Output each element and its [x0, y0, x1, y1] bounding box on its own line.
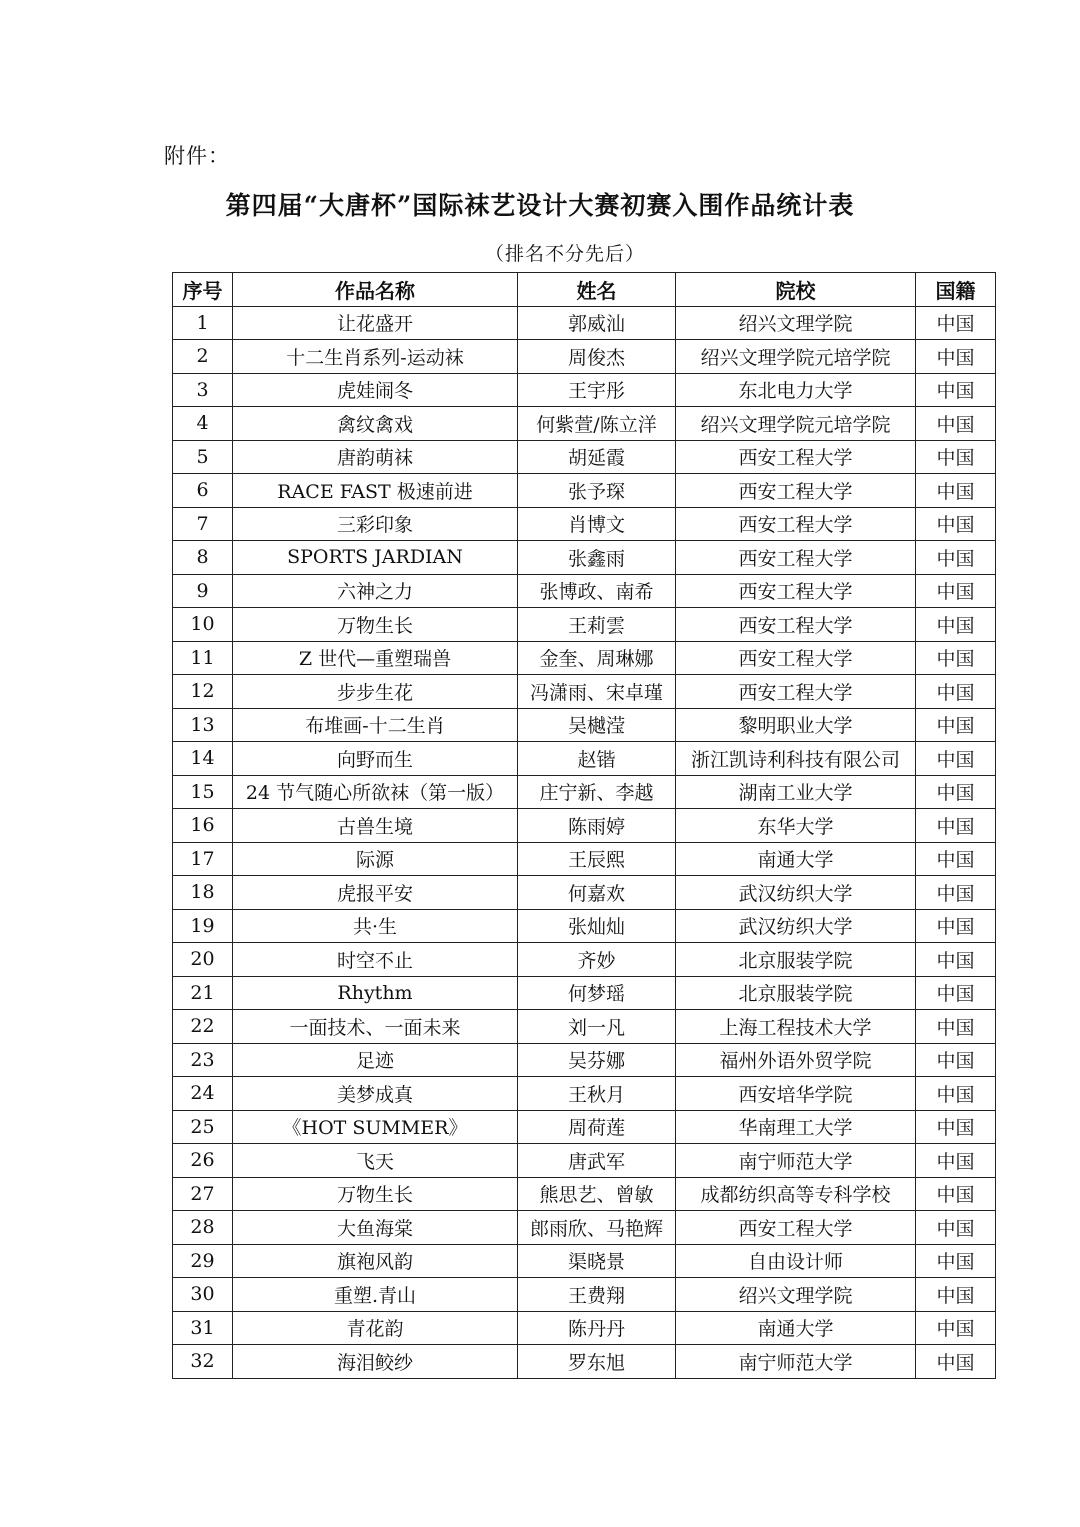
cell-school: 湖南工业大学 [676, 775, 916, 809]
cell-no: 24 [173, 1077, 233, 1111]
cell-school: 西安工程大学 [676, 675, 916, 709]
finalist-table [172, 272, 996, 1379]
cell-nationality: 中国 [916, 775, 996, 809]
table-row [173, 1345, 996, 1379]
cell-no: 12 [173, 675, 233, 709]
cell-nationality: 中国 [916, 1043, 996, 1077]
cell-school: 南宁师范大学 [676, 1345, 916, 1379]
cell-author-name: 吴芬娜 [518, 1043, 676, 1077]
cell-work-title: Rhythm [233, 976, 518, 1010]
table-row [173, 842, 996, 876]
cell-school: 上海工程技术大学 [676, 1010, 916, 1044]
cell-school: 西安工程大学 [676, 641, 916, 675]
cell-work-title: 足迹 [233, 1043, 518, 1077]
table-row [173, 1077, 996, 1111]
table-row [173, 1278, 996, 1312]
cell-work-title: 重塑.青山 [233, 1278, 518, 1312]
cell-no: 29 [173, 1244, 233, 1278]
cell-author-name: 渠晓景 [518, 1244, 676, 1278]
table-header-row [173, 273, 996, 307]
cell-work-title: 十二生肖系列-运动袜 [233, 340, 518, 374]
table-row [173, 340, 996, 374]
cell-school: 福州外语外贸学院 [676, 1043, 916, 1077]
table-row [173, 943, 996, 977]
cell-author-name: 王辰熙 [518, 842, 676, 876]
cell-nationality: 中国 [916, 306, 996, 340]
cell-author-name: 何紫萱/陈立洋 [518, 407, 676, 441]
cell-no: 19 [173, 909, 233, 943]
cell-no: 14 [173, 742, 233, 776]
cell-nationality: 中国 [916, 407, 996, 441]
cell-author-name: 冯潇雨、宋卓瑾 [518, 675, 676, 709]
cell-nationality: 中国 [916, 1177, 996, 1211]
table-row [173, 1144, 996, 1178]
cell-work-title: 六神之力 [233, 574, 518, 608]
cell-no: 21 [173, 976, 233, 1010]
cell-no: 9 [173, 574, 233, 608]
table-body [173, 306, 996, 1378]
cell-nationality: 中国 [916, 507, 996, 541]
cell-author-name: 王费翔 [518, 1278, 676, 1312]
cell-work-title: 24 节气随心所欲袜（第一版） [233, 775, 518, 809]
table-row [173, 440, 996, 474]
header-work: 作品名称 [233, 273, 518, 307]
cell-author-name: 张灿灿 [518, 909, 676, 943]
header-name: 姓名 [518, 273, 676, 307]
cell-school: 西安工程大学 [676, 574, 916, 608]
table-row [173, 742, 996, 776]
cell-author-name: 周荷莲 [518, 1110, 676, 1144]
cell-no: 20 [173, 943, 233, 977]
cell-work-title: 向野而生 [233, 742, 518, 776]
cell-school: 南通大学 [676, 1311, 916, 1345]
cell-school: 西安工程大学 [676, 507, 916, 541]
cell-author-name: 刘一凡 [518, 1010, 676, 1044]
cell-school: 绍兴文理学院 [676, 1278, 916, 1312]
table-row [173, 373, 996, 407]
cell-work-title: 让花盛开 [233, 306, 518, 340]
cell-nationality: 中国 [916, 1010, 996, 1044]
cell-no: 11 [173, 641, 233, 675]
cell-author-name: 王莉雲 [518, 608, 676, 642]
cell-author-name: 金奎、周琳娜 [518, 641, 676, 675]
table-row [173, 1211, 996, 1245]
cell-no: 7 [173, 507, 233, 541]
table-row [173, 1010, 996, 1044]
cell-no: 31 [173, 1311, 233, 1345]
cell-no: 25 [173, 1110, 233, 1144]
cell-work-title: SPORTS JARDIAN [233, 541, 518, 575]
cell-author-name: 王宇彤 [518, 373, 676, 407]
table-row [173, 474, 996, 508]
cell-work-title: 飞天 [233, 1144, 518, 1178]
table-row [173, 641, 996, 675]
cell-work-title: 禽纹禽戏 [233, 407, 518, 441]
cell-nationality: 中国 [916, 1077, 996, 1111]
cell-no: 17 [173, 842, 233, 876]
table-row [173, 407, 996, 441]
table-row [173, 708, 996, 742]
cell-school: 西安工程大学 [676, 541, 916, 575]
cell-work-title: 旗袍风韵 [233, 1244, 518, 1278]
cell-work-title: 布堆画-十二生肖 [233, 708, 518, 742]
cell-nationality: 中国 [916, 1211, 996, 1245]
cell-school: 西安工程大学 [676, 474, 916, 508]
table-row [173, 541, 996, 575]
table-row [173, 1244, 996, 1278]
cell-nationality: 中国 [916, 1244, 996, 1278]
cell-nationality: 中国 [916, 541, 996, 575]
table-row [173, 809, 996, 843]
cell-no: 26 [173, 1144, 233, 1178]
cell-nationality: 中国 [916, 340, 996, 374]
cell-nationality: 中国 [916, 1278, 996, 1312]
cell-author-name: 何梦瑶 [518, 976, 676, 1010]
cell-work-title: 青花韵 [233, 1311, 518, 1345]
table-row [173, 976, 996, 1010]
cell-nationality: 中国 [916, 574, 996, 608]
header-school: 院校 [676, 273, 916, 307]
cell-work-title: 大鱼海棠 [233, 1211, 518, 1245]
cell-nationality: 中国 [916, 742, 996, 776]
cell-author-name: 张博政、南希 [518, 574, 676, 608]
cell-no: 23 [173, 1043, 233, 1077]
cell-author-name: 庄宁新、李越 [518, 775, 676, 809]
cell-no: 28 [173, 1211, 233, 1245]
cell-nationality: 中国 [916, 876, 996, 910]
cell-author-name: 唐武军 [518, 1144, 676, 1178]
cell-school: 北京服装学院 [676, 943, 916, 977]
cell-nationality: 中国 [916, 1144, 996, 1178]
cell-nationality: 中国 [916, 842, 996, 876]
table-row [173, 1311, 996, 1345]
cell-no: 10 [173, 608, 233, 642]
cell-author-name: 胡延霞 [518, 440, 676, 474]
cell-work-title: 万物生长 [233, 1177, 518, 1211]
cell-work-title: 美梦成真 [233, 1077, 518, 1111]
cell-work-title: 步步生花 [233, 675, 518, 709]
cell-author-name: 肖博文 [518, 507, 676, 541]
table-row [173, 574, 996, 608]
cell-school: 绍兴文理学院 [676, 306, 916, 340]
document-title: 第四届“大唐杯”国际袜艺设计大赛初赛入围作品统计表 [225, 191, 855, 220]
cell-school: 自由设计师 [676, 1244, 916, 1278]
cell-nationality: 中国 [916, 608, 996, 642]
cell-nationality: 中国 [916, 641, 996, 675]
cell-work-title: 古兽生境 [233, 809, 518, 843]
cell-school: 西安工程大学 [676, 608, 916, 642]
cell-no: 22 [173, 1010, 233, 1044]
cell-author-name: 张鑫雨 [518, 541, 676, 575]
cell-school: 南宁师范大学 [676, 1144, 916, 1178]
cell-author-name: 赵锴 [518, 742, 676, 776]
cell-work-title: 时空不止 [233, 943, 518, 977]
cell-no: 8 [173, 541, 233, 575]
cell-author-name: 陈丹丹 [518, 1311, 676, 1345]
table-row [173, 1110, 996, 1144]
table-row [173, 876, 996, 910]
cell-no: 3 [173, 373, 233, 407]
cell-school: 绍兴文理学院元培学院 [676, 407, 916, 441]
cell-no: 4 [173, 407, 233, 441]
cell-no: 5 [173, 440, 233, 474]
cell-author-name: 陈雨婷 [518, 809, 676, 843]
cell-no: 30 [173, 1278, 233, 1312]
cell-work-title: 虎娃闹冬 [233, 373, 518, 407]
cell-nationality: 中国 [916, 909, 996, 943]
cell-author-name: 周俊杰 [518, 340, 676, 374]
cell-school: 绍兴文理学院元培学院 [676, 340, 916, 374]
cell-nationality: 中国 [916, 708, 996, 742]
cell-school: 武汉纺织大学 [676, 876, 916, 910]
cell-work-title: 唐韵萌袜 [233, 440, 518, 474]
cell-no: 16 [173, 809, 233, 843]
cell-no: 2 [173, 340, 233, 374]
cell-school: 东华大学 [676, 809, 916, 843]
document-subtitle: （排名不分先后） [484, 243, 645, 265]
table-row [173, 608, 996, 642]
cell-nationality: 中国 [916, 809, 996, 843]
cell-nationality: 中国 [916, 1345, 996, 1379]
cell-nationality: 中国 [916, 440, 996, 474]
cell-school: 西安培华学院 [676, 1077, 916, 1111]
cell-no: 15 [173, 775, 233, 809]
cell-nationality: 中国 [916, 675, 996, 709]
header-no: 序号 [173, 273, 233, 307]
attachment-label: 附件： [164, 144, 230, 168]
table-row [173, 1043, 996, 1077]
cell-nationality: 中国 [916, 943, 996, 977]
cell-author-name: 吴樾滢 [518, 708, 676, 742]
cell-work-title: Z 世代—重塑瑞兽 [233, 641, 518, 675]
cell-school: 黎明职业大学 [676, 708, 916, 742]
cell-school: 东北电力大学 [676, 373, 916, 407]
cell-work-title: 三彩印象 [233, 507, 518, 541]
cell-no: 18 [173, 876, 233, 910]
cell-school: 西安工程大学 [676, 440, 916, 474]
cell-school: 浙江凯诗利科技有限公司 [676, 742, 916, 776]
header-nation: 国籍 [916, 273, 996, 307]
cell-school: 西安工程大学 [676, 1211, 916, 1245]
cell-nationality: 中国 [916, 474, 996, 508]
cell-author-name: 熊思艺、曾敏 [518, 1177, 676, 1211]
cell-work-title: 际源 [233, 842, 518, 876]
cell-no: 13 [173, 708, 233, 742]
cell-work-title: 《HOT SUMMER》 [233, 1110, 518, 1144]
cell-school: 华南理工大学 [676, 1110, 916, 1144]
cell-work-title: RACE FAST 极速前进 [233, 474, 518, 508]
cell-nationality: 中国 [916, 1110, 996, 1144]
cell-work-title: 共·生 [233, 909, 518, 943]
table-row [173, 1177, 996, 1211]
table-row [173, 775, 996, 809]
cell-author-name: 郭威汕 [518, 306, 676, 340]
cell-no: 27 [173, 1177, 233, 1211]
cell-author-name: 罗东旭 [518, 1345, 676, 1379]
table-row [173, 909, 996, 943]
cell-author-name: 何嘉欢 [518, 876, 676, 910]
cell-author-name: 齐妙 [518, 943, 676, 977]
cell-school: 南通大学 [676, 842, 916, 876]
table-row [173, 507, 996, 541]
cell-school: 武汉纺织大学 [676, 909, 916, 943]
table-row [173, 306, 996, 340]
cell-nationality: 中国 [916, 1311, 996, 1345]
cell-author-name: 张予琛 [518, 474, 676, 508]
cell-no: 1 [173, 306, 233, 340]
cell-school: 成都纺织高等专科学校 [676, 1177, 916, 1211]
cell-work-title: 虎报平安 [233, 876, 518, 910]
cell-work-title: 一面技术、一面未来 [233, 1010, 518, 1044]
cell-nationality: 中国 [916, 976, 996, 1010]
cell-nationality: 中国 [916, 373, 996, 407]
cell-no: 32 [173, 1345, 233, 1379]
cell-work-title: 万物生长 [233, 608, 518, 642]
cell-no: 6 [173, 474, 233, 508]
cell-author-name: 郎雨欣、马艳辉 [518, 1211, 676, 1245]
cell-school: 北京服装学院 [676, 976, 916, 1010]
cell-author-name: 王秋月 [518, 1077, 676, 1111]
table-row [173, 675, 996, 709]
cell-work-title: 海泪鲛纱 [233, 1345, 518, 1379]
